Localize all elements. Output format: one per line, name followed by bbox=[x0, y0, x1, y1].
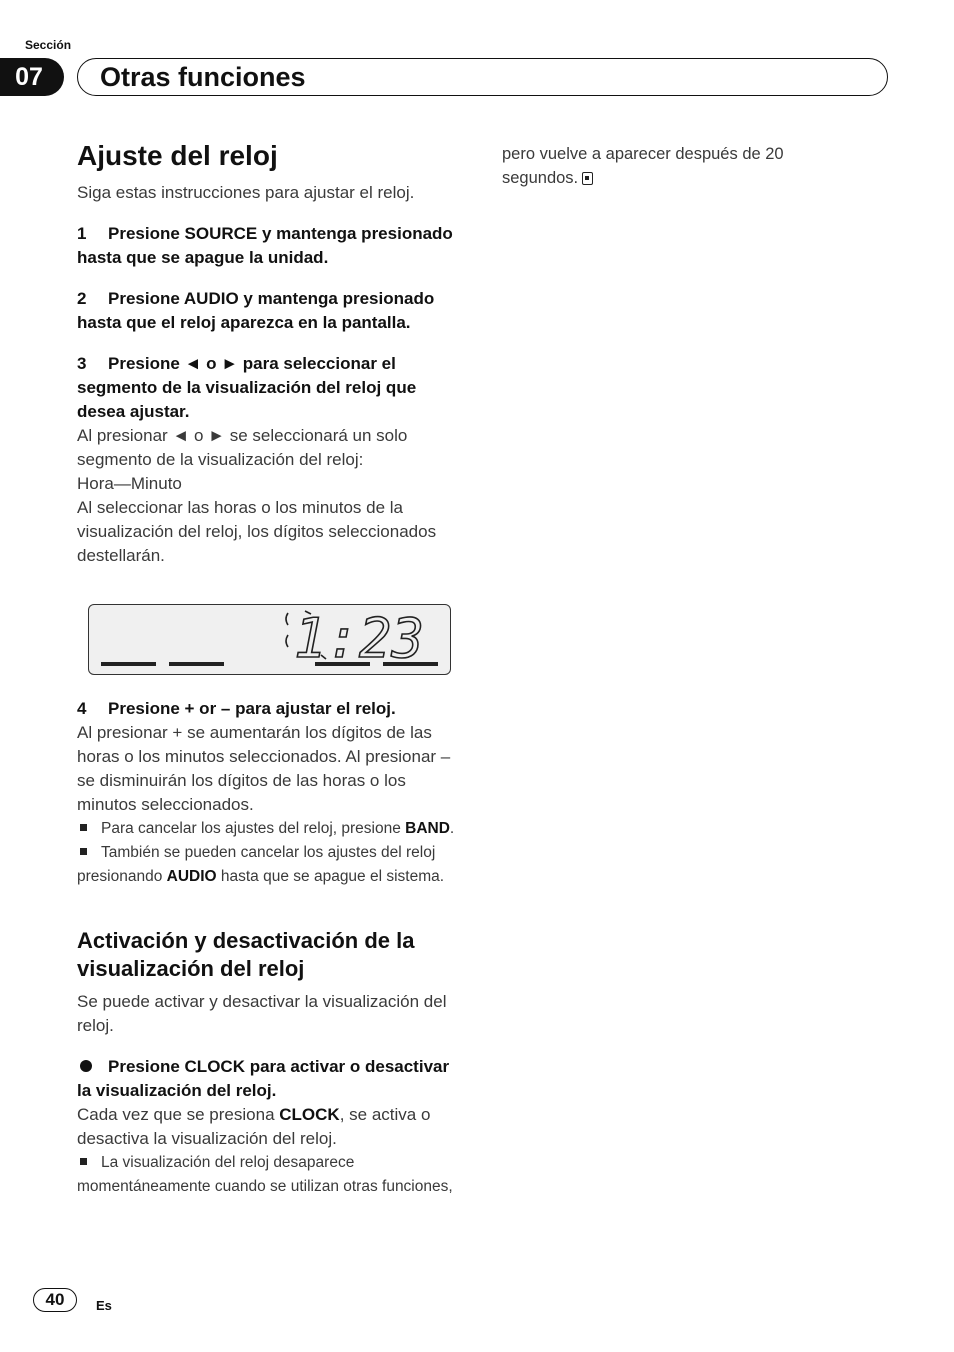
page-number: 40 bbox=[33, 1288, 77, 1312]
bullet-dot-icon bbox=[77, 1055, 108, 1079]
step-3-body-1: Al presionar ◄ o ► se seleccionará un solo segmento de la visualización del reloj: bbox=[77, 426, 408, 469]
lcd-indicator-bar bbox=[169, 662, 224, 666]
bullet-square-icon bbox=[80, 848, 87, 855]
clock-step-body: Cada vez que se presiona CLOCK, se activa o desactiva la visualización del reloj. bbox=[77, 1105, 431, 1148]
note-cancel-audio: También se pueden cancelar los ajustes del reloj presionando AUDIO hasta que se apague el sistema. bbox=[77, 844, 445, 885]
section-number-badge: 07 bbox=[0, 58, 64, 96]
step-text: Presione AUDIO y mantenga presionado hasta que el reloj aparezca en la pantalla. bbox=[77, 289, 435, 332]
step-3-body-3: Al seleccionar las horas o los minutos de la visualización del reloj, los dígitos seleccionados destellarán. bbox=[77, 498, 437, 565]
step-number: 1 bbox=[77, 224, 87, 243]
step-text: Presione SOURCE y mantenga presionado hasta que se apague la unidad. bbox=[77, 224, 453, 267]
intro-text: Siga estas instrucciones para ajustar el reloj. bbox=[77, 183, 415, 202]
bullet-square-icon bbox=[80, 824, 87, 831]
step-number: 3 bbox=[77, 354, 87, 373]
lcd-digits: 1:23 bbox=[294, 607, 425, 670]
step-4-body: Al presionar + se aumentarán los dígitos de las horas o los minutos seleccionados. Al presionar – se disminuirán los dígitos de las horas o los minutos seleccionados. bbox=[77, 723, 451, 814]
step-text: Presione ◄ o ► para seleccionar el segmento de la visualización del reloj que desea ajustar. bbox=[77, 354, 417, 421]
step-text: Presione + or – para ajustar el reloj. bbox=[108, 699, 396, 718]
note-cancel-band: Para cancelar los ajustes del reloj, presione BAND. bbox=[77, 817, 467, 841]
note-continuation: pero vuelve a aparecer después de 20 segundos. bbox=[502, 145, 784, 187]
left-column-lower bbox=[77, 697, 467, 1199]
right-column bbox=[502, 142, 832, 190]
step-number: 4 bbox=[77, 699, 87, 718]
left-column-upper bbox=[77, 181, 467, 568]
end-of-section-icon bbox=[582, 172, 593, 185]
section-label: Sección bbox=[25, 38, 72, 52]
lcd-indicator-bar bbox=[101, 662, 156, 666]
clock-display-illustration bbox=[88, 604, 451, 675]
step-4 bbox=[77, 697, 467, 721]
page-title: Ajuste del reloj bbox=[77, 140, 278, 171]
step-3 bbox=[77, 352, 467, 424]
language-code: Es bbox=[96, 1298, 112, 1313]
step-3-body-2: Hora—Minuto bbox=[77, 474, 182, 493]
step-number: 2 bbox=[77, 289, 87, 308]
clock-step bbox=[77, 1055, 467, 1103]
section-title: Otras funciones bbox=[100, 62, 306, 92]
subsection-intro: Se puede activar y desactivar la visualización del reloj. bbox=[77, 992, 447, 1035]
bullet-square-icon bbox=[80, 1158, 87, 1165]
step-1 bbox=[77, 222, 467, 270]
lcd-graphic bbox=[89, 605, 449, 673]
subsection-title: Activación y desactivación de la visualización del reloj bbox=[77, 928, 415, 981]
step-2 bbox=[77, 287, 467, 335]
step-text: Presione CLOCK para activar o desactivar la visualización del reloj. bbox=[77, 1057, 450, 1100]
note-clock-disappears: La visualización del reloj desaparece momentáneamente cuando se utilizan otras funciones, bbox=[77, 1154, 453, 1195]
